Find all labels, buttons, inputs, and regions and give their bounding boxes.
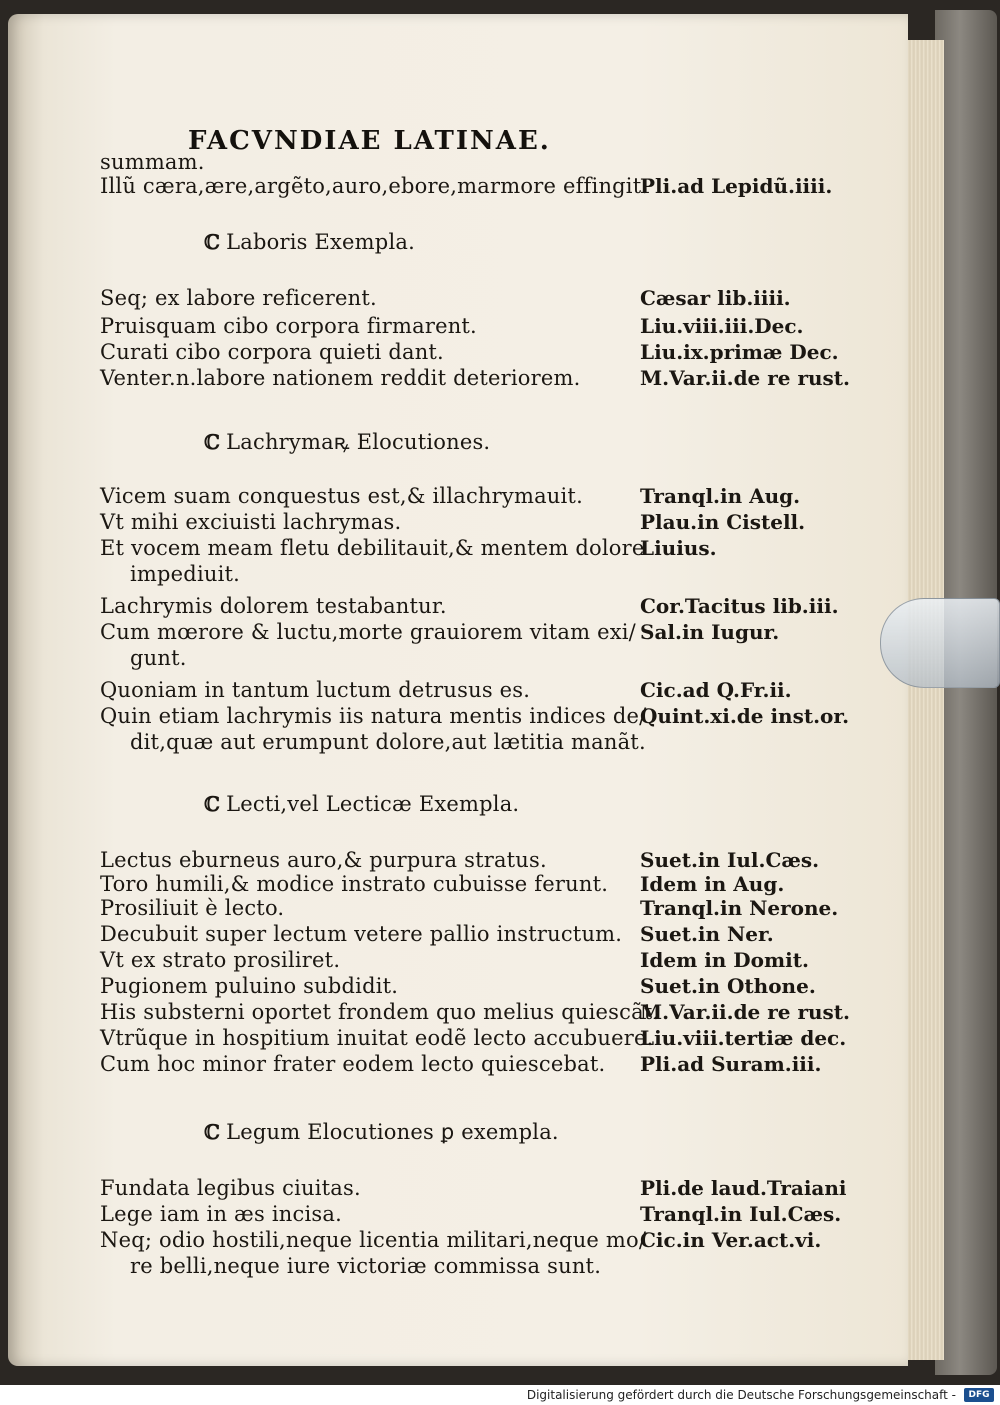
line-text: Vtrũque in hospitium inuitat eodẽ lecto accubuere. bbox=[100, 1026, 654, 1050]
line-text: Lachrymaꝶ Elocutiones. bbox=[226, 430, 491, 454]
line-text: Vt ex strato prosiliret. bbox=[100, 948, 341, 972]
source-reference: Idem in Domit. bbox=[640, 948, 809, 972]
line-text: impediuit. bbox=[130, 562, 241, 586]
line-text: Pruisquam cibo corpora firmarent. bbox=[100, 314, 477, 338]
text-line bbox=[100, 896, 284, 920]
page-clip bbox=[880, 598, 1000, 688]
line-text: Vt mihi exciuisti lachrymas. bbox=[100, 510, 402, 534]
line-text: dit,quæ aut erumpunt dolore,aut lætitia manãt. bbox=[130, 730, 646, 754]
text-line bbox=[100, 1026, 653, 1050]
text-line bbox=[130, 646, 187, 670]
text-line bbox=[100, 948, 340, 972]
text-line bbox=[130, 1254, 601, 1278]
text-line bbox=[100, 620, 636, 644]
footer-credit: Digitalisierung gefördert durch die Deutsche Forschungsgemeinschaft - bbox=[526, 1388, 956, 1402]
text-line bbox=[100, 366, 581, 390]
text-line bbox=[100, 314, 477, 338]
source-reference: Tranql.in Aug. bbox=[640, 484, 801, 508]
line-text: Decubuit super lectum vetere pallio instructum. bbox=[100, 922, 623, 946]
line-text: Neq; odio hostili,neque licentia militari,neque mo/ bbox=[100, 1228, 647, 1252]
dfg-logo: DFG bbox=[964, 1388, 994, 1402]
line-text: summam. bbox=[100, 150, 205, 174]
line-text: Pugionem puluino subdidit. bbox=[100, 974, 399, 998]
text-line bbox=[100, 1228, 646, 1252]
pilcrow-mark: ℂ bbox=[204, 230, 221, 254]
pilcrow-mark: ℂ bbox=[204, 1120, 221, 1144]
line-text: Legum Elocutiones ꝑ exempla. bbox=[226, 1120, 559, 1144]
source-reference: Liu.viii.iii.Dec. bbox=[640, 314, 804, 338]
line-text: Cum hoc minor frater eodem lecto quiescebat. bbox=[100, 1052, 606, 1076]
text-line bbox=[100, 536, 645, 560]
text-line bbox=[100, 594, 447, 618]
line-text: Cum mœrore & luctu,morte grauiorem vitam exi/ bbox=[100, 620, 636, 644]
section-heading bbox=[204, 1120, 559, 1144]
line-text: Fundata legibus ciuitas. bbox=[100, 1176, 361, 1200]
text-line bbox=[130, 562, 240, 586]
line-text: Laboris Exempla. bbox=[226, 230, 415, 254]
source-reference: Suet.in Ner. bbox=[640, 922, 774, 946]
line-text: Prosiliuit è lecto. bbox=[100, 896, 285, 920]
footer-bar bbox=[0, 1385, 1000, 1405]
source-reference: Pli.ad Lepidũ.iiii. bbox=[640, 174, 833, 198]
text-line bbox=[100, 150, 205, 174]
text-line bbox=[100, 974, 398, 998]
source-reference: Suet.in Othone. bbox=[640, 974, 816, 998]
text-line bbox=[100, 1176, 361, 1200]
source-reference: Plau.in Cistell. bbox=[640, 510, 806, 534]
line-text: Seq; ex labore reficerent. bbox=[100, 286, 377, 310]
source-reference: Pli.ad Suram.iii. bbox=[640, 1052, 822, 1076]
source-reference: Idem in Aug. bbox=[640, 872, 785, 896]
text-line bbox=[100, 174, 648, 198]
text-line bbox=[100, 704, 646, 728]
line-text: Lege iam in æs incisa. bbox=[100, 1202, 342, 1226]
source-reference: M.Var.ii.de re rust. bbox=[640, 366, 850, 390]
text-line bbox=[100, 340, 444, 364]
source-reference: Tranql.in Nerone. bbox=[640, 896, 839, 920]
text-line bbox=[100, 922, 622, 946]
line-text: Illũ cæra,ære,argẽto,auro,ebore,marmore effingit. bbox=[100, 174, 649, 198]
pilcrow-mark: ℂ bbox=[204, 430, 221, 454]
text-line bbox=[100, 510, 401, 534]
source-reference: Liuius. bbox=[640, 536, 717, 560]
line-text: Lectus eburneus auro,& purpura stratus. bbox=[100, 848, 547, 872]
source-reference: Cic.in Ver.act.vi. bbox=[640, 1228, 822, 1252]
line-text: Curati cibo corpora quieti dant. bbox=[100, 340, 444, 364]
line-text: Toro humili,& modice instrato cubuisse ferunt. bbox=[100, 872, 609, 896]
section-heading bbox=[204, 792, 519, 816]
section-heading bbox=[204, 230, 415, 254]
text-line bbox=[100, 1202, 342, 1226]
section-heading bbox=[204, 428, 490, 456]
source-reference: Suet.in Iul.Cæs. bbox=[640, 848, 820, 872]
line-text: Et vocem meam fletu debilitauit,& mentem dolore bbox=[100, 536, 645, 560]
line-text: gunt. bbox=[130, 646, 187, 670]
source-reference: Pli.de laud.Traiani bbox=[640, 1176, 847, 1200]
text-line bbox=[100, 484, 583, 508]
text-line bbox=[100, 848, 547, 872]
running-head: FACVNDIAE LATINAE. bbox=[188, 126, 551, 156]
line-text: Lachrymis dolorem testabantur. bbox=[100, 594, 447, 618]
line-text: re belli,neque iure victoriæ commissa sunt. bbox=[130, 1254, 602, 1278]
source-reference: Cæsar lib.iiii. bbox=[640, 286, 791, 310]
source-reference: Liu.viii.tertiæ dec. bbox=[640, 1026, 847, 1050]
text-line bbox=[100, 286, 377, 310]
line-text: Vicem suam conquestus est,& illachrymauit. bbox=[100, 484, 583, 508]
book-page bbox=[8, 14, 908, 1366]
pilcrow-mark: ℂ bbox=[204, 792, 221, 816]
text-line bbox=[100, 678, 530, 702]
text-line bbox=[100, 872, 608, 896]
book-cover-edge bbox=[935, 10, 997, 1375]
line-text: Quin etiam lachrymis iis natura mentis indices de/ bbox=[100, 704, 647, 728]
line-text: Venter.n.labore nationem reddit deteriorem. bbox=[100, 366, 581, 390]
source-reference: Cor.Tacitus lib.iii. bbox=[640, 594, 839, 618]
source-reference: M.Var.ii.de re rust. bbox=[640, 1000, 850, 1024]
line-text: Lecti,vel Lecticæ Exempla. bbox=[226, 792, 520, 816]
line-text: His substerni oportet frondem quo melius quiescãt. bbox=[100, 1000, 660, 1024]
source-reference: Liu.ix.primæ Dec. bbox=[640, 340, 839, 364]
source-reference: Cic.ad Q.Fr.ii. bbox=[640, 678, 792, 702]
line-text: Quoniam in tantum luctum detrusus es. bbox=[100, 678, 531, 702]
source-reference: Sal.in Iugur. bbox=[640, 620, 780, 644]
source-reference: Quint.xi.de inst.or. bbox=[640, 704, 850, 728]
text-line bbox=[100, 1000, 659, 1024]
text-line bbox=[100, 1052, 605, 1076]
text-line bbox=[130, 730, 646, 754]
source-reference: Tranql.in Iul.Cæs. bbox=[640, 1202, 842, 1226]
